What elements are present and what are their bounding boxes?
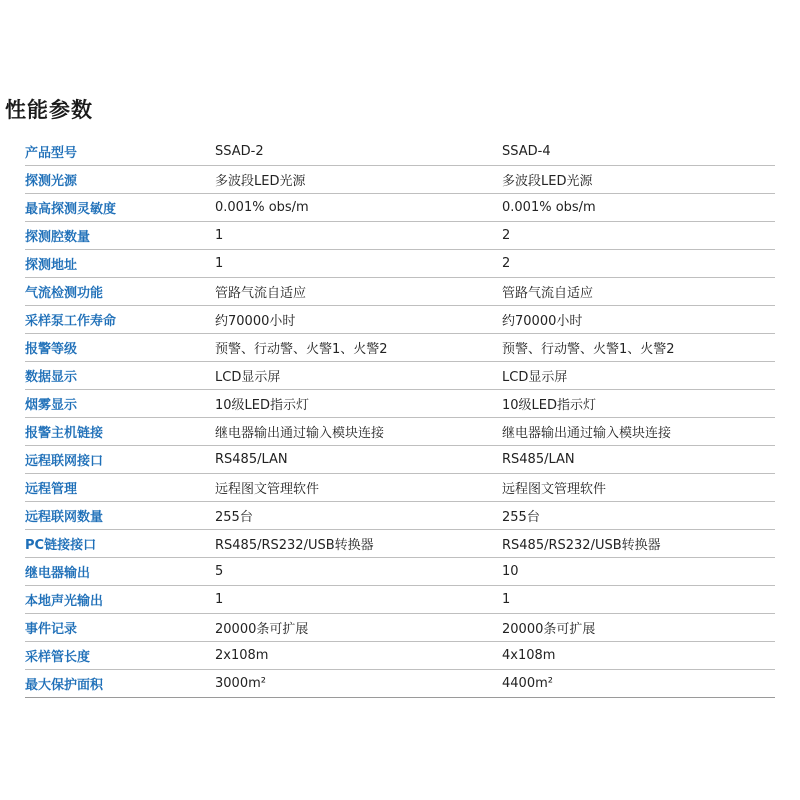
row-label: 远程联网接口 [25,446,215,474]
row-label: 本地声光输出 [25,586,215,614]
row-label: 产品型号 [25,138,215,166]
value-ssad-4: 10级LED指示灯 [502,390,775,418]
value-ssad-2: 约70000小时 [215,306,502,334]
row-label: 数据显示 [25,362,215,390]
table-row [25,614,775,642]
row-label: 探测光源 [25,166,215,194]
table-row [25,166,775,194]
row-label: 远程管理 [25,474,215,502]
table-row [25,530,775,558]
table-row [25,194,775,222]
value-ssad-2: 继电器输出通过输入模块连接 [215,418,502,446]
value-ssad-4: 255台 [502,502,775,530]
row-label: 探测地址 [25,250,215,278]
value-ssad-4: 4400m² [502,670,775,698]
value-ssad-4: 1 [502,586,775,614]
table-row [25,502,775,530]
value-ssad-2: 10级LED指示灯 [215,390,502,418]
value-ssad-4: 20000条可扩展 [502,614,775,642]
page-title: 性能参数 [5,98,93,122]
value-ssad-4: 0.001% obs/m [502,194,775,222]
value-ssad-2: RS485/LAN [215,446,502,474]
value-ssad-4: 2 [502,250,775,278]
table-row [25,390,775,418]
table-row [25,418,775,446]
row-label: 最大保护面积 [25,670,215,698]
row-label: 远程联网数量 [25,502,215,530]
value-ssad-4: 远程图文管理软件 [502,474,775,502]
spec-table-body [25,138,775,698]
table-row [25,250,775,278]
row-label: 报警主机链接 [25,418,215,446]
row-label: 报警等级 [25,334,215,362]
row-label: 烟雾显示 [25,390,215,418]
value-ssad-2: 255台 [215,502,502,530]
row-label: 气流检测功能 [25,278,215,306]
value-ssad-4: SSAD-4 [502,138,775,166]
row-label: 采样管长度 [25,642,215,670]
value-ssad-4: 多波段LED光源 [502,166,775,194]
value-ssad-2: 远程图文管理软件 [215,474,502,502]
value-ssad-2: 5 [215,558,502,586]
table-row [25,306,775,334]
table-row [25,278,775,306]
value-ssad-4: 管路气流自适应 [502,278,775,306]
value-ssad-2: 1 [215,586,502,614]
spec-table [25,138,775,698]
table-row [25,642,775,670]
value-ssad-2: LCD显示屏 [215,362,502,390]
value-ssad-4: 预警、行动警、火警1、火警2 [502,334,775,362]
table-row [25,334,775,362]
table-row [25,558,775,586]
row-label: 继电器输出 [25,558,215,586]
value-ssad-2: RS485/RS232/USB转换器 [215,530,502,558]
row-label: 最高探测灵敏度 [25,194,215,222]
value-ssad-2: 0.001% obs/m [215,194,502,222]
value-ssad-4: RS485/LAN [502,446,775,474]
table-row [25,446,775,474]
value-ssad-4: 继电器输出通过输入模块连接 [502,418,775,446]
row-label: PC链接接口 [25,530,215,558]
table-row [25,362,775,390]
value-ssad-2: 1 [215,222,502,250]
value-ssad-2: 预警、行动警、火警1、火警2 [215,334,502,362]
value-ssad-4: 4x108m [502,642,775,670]
row-label: 采样泵工作寿命 [25,306,215,334]
table-row [25,138,775,166]
table-row [25,222,775,250]
value-ssad-2: 3000m² [215,670,502,698]
value-ssad-4: 10 [502,558,775,586]
row-label: 探测腔数量 [25,222,215,250]
table-row [25,474,775,502]
value-ssad-2: 2x108m [215,642,502,670]
table-row [25,586,775,614]
row-label: 事件记录 [25,614,215,642]
value-ssad-4: RS485/RS232/USB转换器 [502,530,775,558]
value-ssad-2: 多波段LED光源 [215,166,502,194]
table-row [25,670,775,698]
value-ssad-4: 约70000小时 [502,306,775,334]
value-ssad-2: SSAD-2 [215,138,502,166]
value-ssad-2: 1 [215,250,502,278]
value-ssad-2: 管路气流自适应 [215,278,502,306]
value-ssad-4: LCD显示屏 [502,362,775,390]
value-ssad-4: 2 [502,222,775,250]
value-ssad-2: 20000条可扩展 [215,614,502,642]
